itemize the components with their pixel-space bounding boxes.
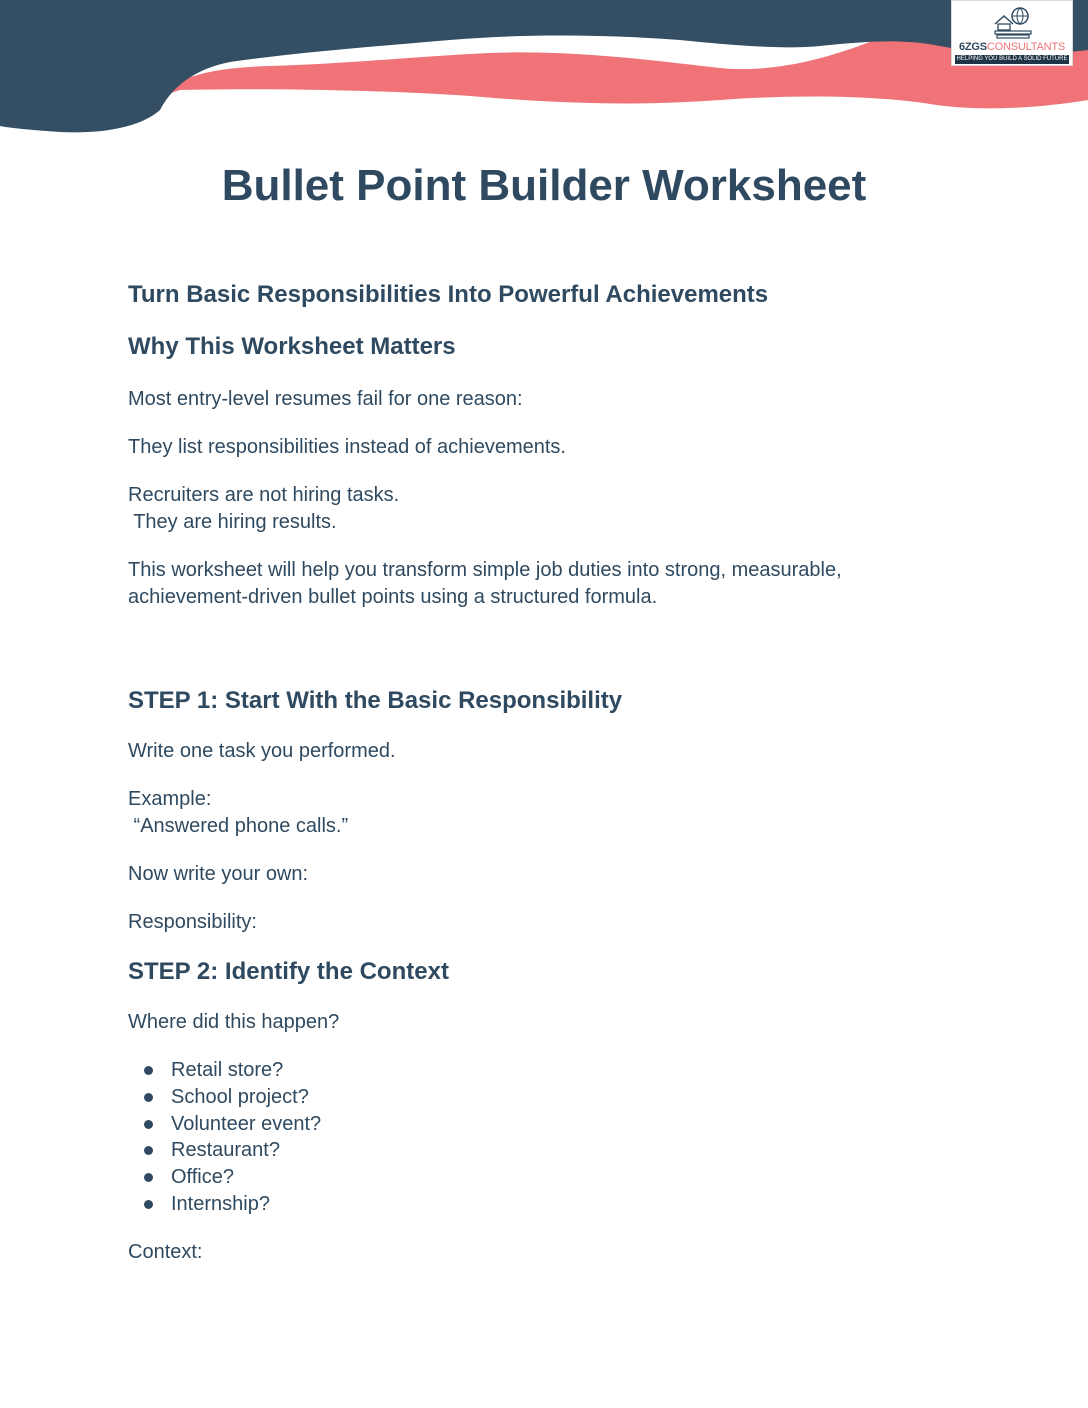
why-paragraph-3-line-2: They are hiring results. — [128, 511, 337, 533]
why-heading: Why This Worksheet Matters — [128, 333, 456, 360]
step1-prompt: Now write your own: — [128, 863, 309, 885]
why-paragraph-4 — [128, 557, 948, 611]
list-item: Retail store? — [171, 1057, 948, 1084]
step1-example — [128, 786, 948, 840]
step2-heading: STEP 2: Identify the Context — [128, 958, 449, 985]
logo-name-part2: CONSULTANTS — [986, 41, 1065, 53]
logo-company-name — [952, 41, 1072, 53]
why-paragraph-4-line-1: This worksheet will help you transform simple job duties into strong, measurable, — [128, 559, 842, 581]
context-options-list — [128, 1057, 948, 1218]
step1-example-label: Example: — [128, 788, 212, 810]
responsibility-field-label: Responsibility: — [128, 911, 257, 933]
list-item: School project? — [171, 1084, 948, 1111]
list-item: Restaurant? — [171, 1137, 948, 1164]
step1-example-text: “Answered phone calls.” — [128, 815, 349, 837]
list-item: Volunteer event? — [171, 1111, 948, 1138]
step1-heading: STEP 1: Start With the Basic Responsibility — [128, 687, 623, 714]
document-title: Bullet Point Builder Worksheet — [221, 161, 867, 210]
why-paragraph-3-line-1: Recruiters are not hiring tasks. — [128, 484, 400, 506]
list-item: Internship? — [171, 1191, 948, 1218]
why-paragraph-3 — [128, 482, 948, 536]
step2-question: Where did this happen? — [128, 1011, 340, 1033]
why-paragraph-2: They list responsibilities instead of achievements. — [128, 436, 566, 458]
logo-tagline: HELPING YOU BUILD A SOLID FUTURE — [956, 56, 1068, 62]
why-paragraph-1: Most entry-level resumes fail for one reason: — [128, 388, 523, 410]
house-globe-books-icon — [990, 4, 1036, 40]
context-field-label: Context: — [128, 1240, 203, 1263]
worksheet-subtitle: Turn Basic Responsibilities Into Powerful Achievements — [128, 281, 769, 308]
worksheet-content — [128, 278, 948, 1266]
why-paragraph-4-line-2: achievement-driven bullet points using a structured formula. — [128, 586, 658, 608]
step1-instruction: Write one task you performed. — [128, 740, 396, 762]
logo-name-part1: 6ZGS — [958, 41, 987, 53]
header-wave-decoration — [0, 0, 1088, 150]
company-logo — [951, 0, 1073, 66]
list-item: Office? — [171, 1164, 948, 1191]
